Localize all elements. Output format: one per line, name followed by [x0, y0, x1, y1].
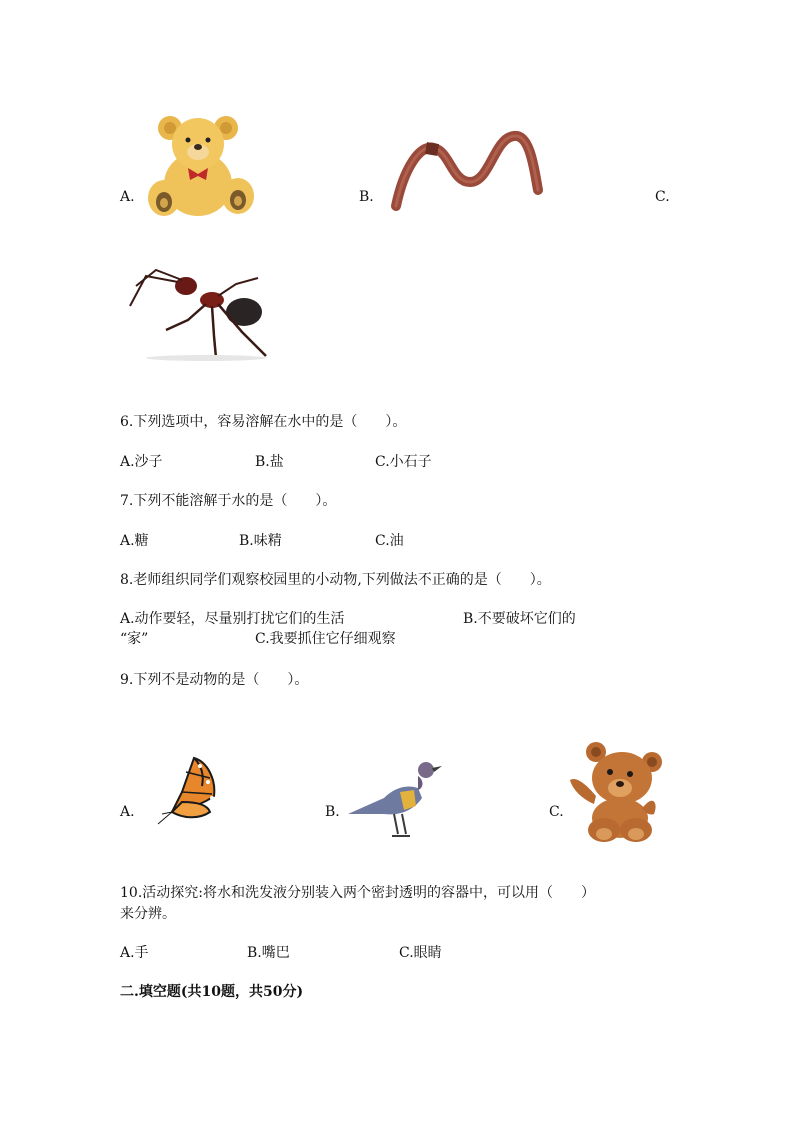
- q8-option-c: C.我要抓住它仔细观察: [255, 631, 396, 647]
- q10-question-line2: 来分辨。: [120, 906, 176, 922]
- q9-option-b-label: B.: [325, 804, 340, 820]
- q8-question: 8.老师组织同学们观察校园里的小动物,下列做法不正确的是（ ）。: [120, 572, 551, 588]
- q9-question: 9.下列不是动物的是（ ）。: [120, 672, 309, 688]
- q7-question: 7.下列不能溶解于水的是（ ）。: [120, 493, 337, 509]
- q6-option-b: B.盐: [255, 454, 284, 470]
- q7-option-b: B.味精: [239, 533, 282, 549]
- bird-image: [344, 758, 446, 842]
- brown-teddy-bear-image: [564, 742, 664, 844]
- ant-image: [126, 266, 282, 362]
- q8-option-b-line2: “家”: [120, 631, 149, 647]
- q5-option-b-label: B.: [359, 189, 374, 205]
- earthworm-image: [390, 128, 545, 212]
- q10-question-line1: 10.活动探究:将水和洗发液分别装入两个密封透明的容器中，可以用（ ）: [120, 885, 595, 901]
- q7-option-a: A.糖: [120, 533, 149, 549]
- section-2-heading: 二.填空题(共10题，共50分): [120, 984, 304, 1000]
- q9-option-c-label: C.: [549, 804, 564, 820]
- q10-option-b: B.嘴巴: [247, 945, 290, 961]
- q5-option-c-label: C.: [655, 189, 670, 205]
- q10-option-a: A.手: [120, 945, 149, 961]
- q6-question: 6.下列选项中，容易溶解在水中的是（ ）。: [120, 414, 407, 430]
- q10-option-c: C.眼睛: [399, 945, 442, 961]
- q8-option-b-line1: B.不要破坏它们的: [463, 611, 576, 627]
- q6-option-c: C.小石子: [375, 454, 432, 470]
- butterfly-image: [142, 752, 218, 828]
- q5-option-a-label: A.: [120, 189, 135, 205]
- q8-option-a: A.动作要轻，尽量别打扰它们的生活: [120, 611, 345, 627]
- q7-option-c: C.油: [375, 533, 404, 549]
- q6-option-a: A.沙子: [120, 454, 163, 470]
- teddy-bear-image: [148, 112, 256, 220]
- q9-option-a-label: A.: [120, 804, 135, 820]
